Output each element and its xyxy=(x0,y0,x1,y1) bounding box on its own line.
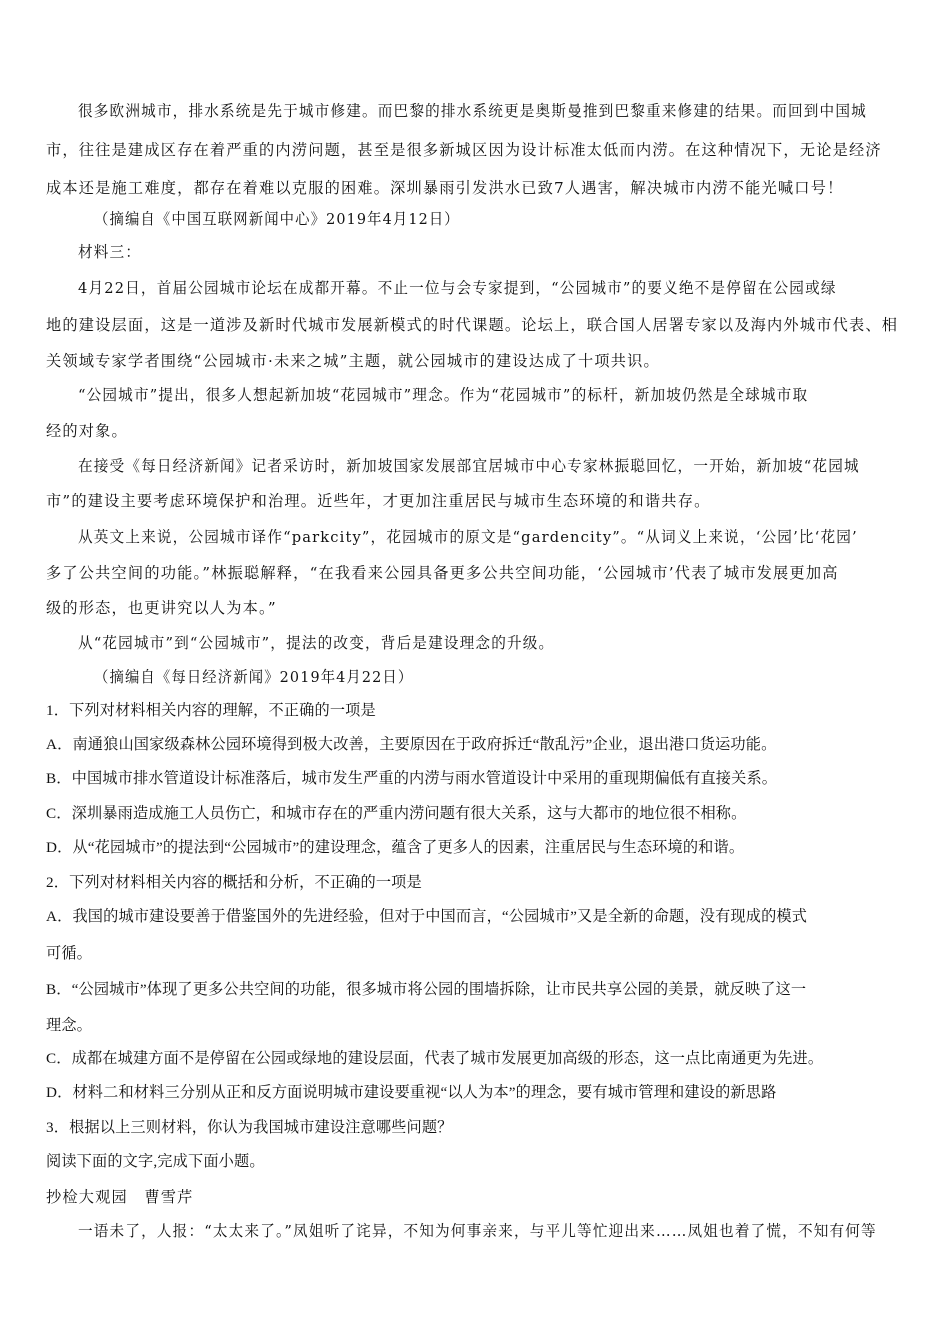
paragraph-line: 地的建设层面，这是一道涉及新时代城市发展新模式的时代课题。论坛上，联合国人居署专家以及海内外城市代表、相 xyxy=(46,316,899,334)
answer-option: C．深圳暴雨造成施工人员伤亡，和城市存在的严重内涝问题有很大关系，这与大都市的地位很不相称。 xyxy=(46,805,747,822)
question-stem: 2．下列对材料相关内容的概括和分析，不正确的一项是 xyxy=(46,874,422,891)
paragraph-line: 从“花园城市”到“公园城市”，提法的改变，背后是建设理念的升级。 xyxy=(78,634,555,652)
paragraph-line: 经的对象。 xyxy=(46,422,128,440)
answer-option: D．从“花园城市”的提法到“公园城市”的建设理念，蕴含了更多人的因素，注重居民与生态环境的和谐。 xyxy=(46,839,745,856)
reading-instruction: 阅读下面的文字,完成下面小题。 xyxy=(46,1153,265,1170)
section-heading: 材料三： xyxy=(78,243,142,261)
paragraph-line: 市，往往是建成区存在着严重的内涝问题，甚至是很多新城区因为设计标准太低而内涝。在这种情况下，无论是经济 xyxy=(46,141,882,159)
paragraph-line: 级的形态，也更讲究以人为本。” xyxy=(46,599,277,617)
paragraph-line: 很多欧洲城市，排水系统是先于城市修建。而巴黎的排水系统更是奥斯曼推到巴黎重来修建的结果。而回到中国城 xyxy=(78,102,867,120)
source-citation: （摘编自《每日经济新闻》2019年4月22日） xyxy=(94,668,414,686)
paragraph-line: 市”的建设主要考虑环境保护和治理。近些年，才更加注重居民与城市生态环境的和谐共存。 xyxy=(46,492,711,510)
answer-option: C．成都在城建方面不是停留在公园或绿地的建设层面，代表了城市发展更加高级的形态，这一点比南通更为先进。 xyxy=(46,1050,824,1067)
answer-option: B．中国城市排水管道设计标准落后，城市发生严重的内涝与雨水管道设计中采用的重现期偏低有直接关系。 xyxy=(46,770,778,787)
question-stem: 1．下列对材料相关内容的理解，不正确的一项是 xyxy=(46,702,376,719)
answer-option: 可循。 xyxy=(46,945,93,962)
answer-option: B．“公园城市”体现了更多公共空间的功能，很多城市将公园的围墙拆除，让市民共享公园的美景，就反映了这一 xyxy=(46,981,807,998)
question-stem: 3．根据以上三则材料，你认为我国城市建设注意哪些问题？ xyxy=(46,1119,453,1136)
answer-option: A．我国的城市建设要善于借鉴国外的先进经验，但对于中国而言，“公园城市”又是全新的命题，没有现成的模式 xyxy=(46,908,808,925)
paragraph-line: 从英文上来说，公园城市译作“parkcity”，花园城市的原文是“gardencity”。“从词义上来说，‘公园’比‘花园’ xyxy=(78,528,858,546)
paragraph-line: 多了公共空间的功能。”林振聪解释，“在我看来公园具备更多公共空间功能，‘公园城市’代表了城市发展更加高 xyxy=(46,564,839,582)
paragraph-line: 4月22日，首届公园城市论坛在成都开幕。不止一位与会专家提到，“公园城市”的要义绝不是停留在公园或绿 xyxy=(78,279,837,297)
answer-option: A．南通狼山国家级森林公园环境得到极大改善，主要原因在于政府拆迁“散乱污”企业，退出港口货运功能。 xyxy=(46,736,777,753)
answer-option: 理念。 xyxy=(46,1017,93,1034)
paragraph-line: 成本还是施工难度，都存在着难以克服的困难。深圳暴雨引发洪水已致7人遇害，解决城市内涝不能光喊口号！ xyxy=(46,179,844,197)
paragraph-line: 关领域专家学者围绕“公园城市·未来之城”主题，就公园城市的建设达成了十项共识。 xyxy=(46,352,660,370)
article-title: 抄检大观园 曹雪芹 xyxy=(46,1188,194,1206)
source-citation: （摘编自《中国互联网新闻中心》2019年4月12日） xyxy=(94,210,460,228)
paragraph-line: 一语未了，人报：“太太来了。”凤姐听了诧异，不知为何事亲来，与平儿等忙迎出来……凤姐也着了慌，不知有何等 xyxy=(78,1222,877,1240)
paragraph-line: “公园城市”提出，很多人想起新加坡“花园城市”理念。作为“花园城市”的标杆，新加坡仍然是全球城市取 xyxy=(78,386,809,404)
paragraph-line: 在接受《每日经济新闻》记者采访时，新加坡国家发展部宜居城市中心专家林振聪回忆，一开始，新加坡“花园城 xyxy=(78,457,860,475)
answer-option: D．材料二和材料三分别从正和反方面说明城市建设要重视“以人为本”的理念，要有城市管理和建设的新思路 xyxy=(46,1084,777,1101)
